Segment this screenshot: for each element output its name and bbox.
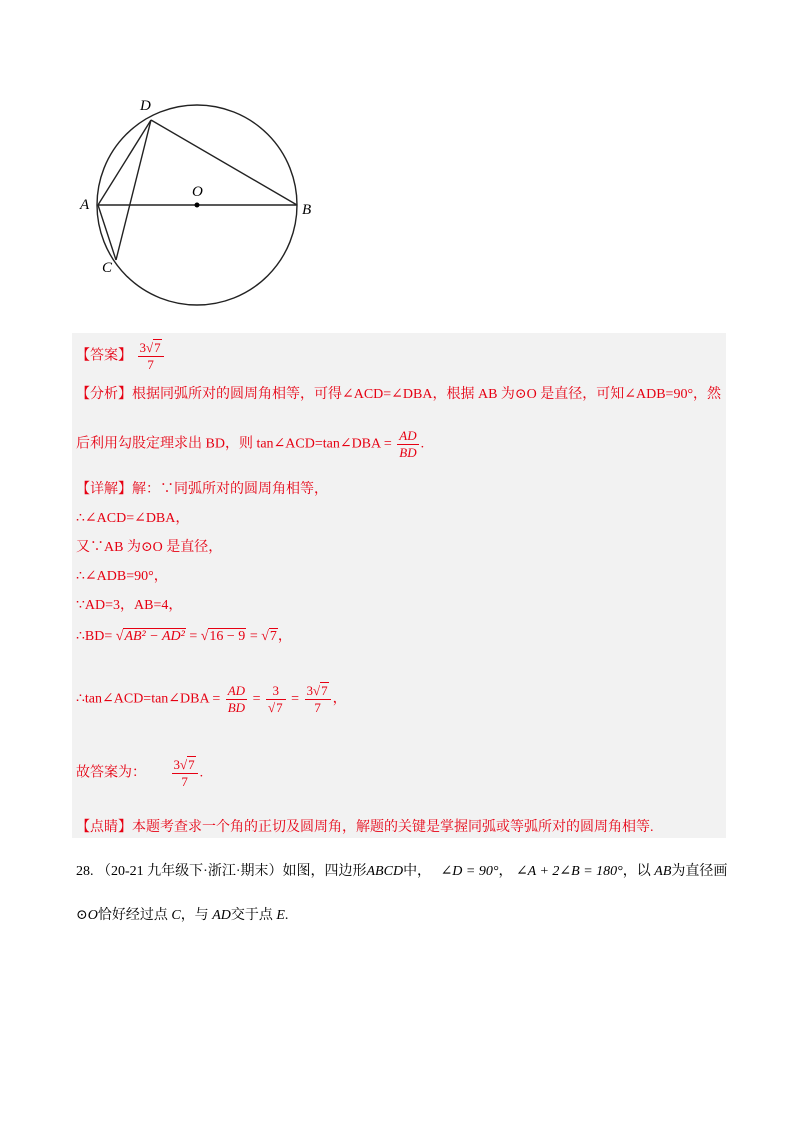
detail-line-2: ∴∠ACD=∠DBA， [76, 511, 190, 526]
circle-diagram [76, 92, 336, 314]
detail-line-8: 故答案为： $\frac{3√7}{7}$ . [76, 757, 204, 789]
label-a: A [80, 197, 90, 213]
question-28-line-2: ⊙O恰好经过点 C，与 AD交于点 E. [76, 908, 289, 923]
detail-line-6: ∴BD= √AB² − AD² = √16 − 9 = √7， [76, 629, 292, 644]
label-o: O [192, 184, 203, 200]
analysis-line-1: 【分析】根据同弧所对的圆周角相等，可得∠ACD=∠DBA，根据 AB 为⊙O 是直径，可知∠ADB=90°，然 [76, 387, 722, 402]
detail-line-5: ∵AD=3，AB=4， [76, 598, 183, 613]
comment-tag: 【点睛】 [76, 820, 132, 835]
center-point [195, 203, 200, 208]
question-number: 28. [76, 864, 94, 879]
detail-line-1: 【详解】解：∵同弧所对的圆周角相等， [76, 482, 328, 497]
detail-line-4: ∴∠ADB=90°， [76, 569, 168, 584]
label-b: B [302, 202, 312, 218]
detail-tag: 【详解】 [76, 482, 132, 497]
geometry-figure [76, 92, 336, 314]
label-d: D [140, 98, 151, 114]
answer-fraction: $\frac{3√7}{7}$ [138, 340, 164, 373]
answer-tag: 【答案】 [76, 348, 132, 364]
label-c: C [102, 260, 113, 276]
detail-line-3: 又∵AB 为⊙O 是直径， [76, 540, 223, 555]
analysis-line-2: 后利用勾股定理求出 BD，则 tan∠ACD=tan∠DBA = $\frac{AD}{BD}$ . [76, 428, 425, 460]
detail-line-7: ∴tan∠ACD=tan∠DBA = $\frac{AD}{BD}$ = $\frac{3}{√7}$ = $\frac{3√7}{7}$ ， [76, 683, 347, 715]
segment-dc [116, 120, 151, 260]
comment-line: 【点睛】本题考查求一个角的正切及圆周角，解题的关键是掌握同弧或等弧所对的圆周角相等. [76, 820, 654, 835]
question-28-line-1: 28. （20-21 九年级下·浙江·期末）如图，四边形ABCD中， ∠D = 90°， ∠A + 2∠B = 180°，以 AB为直径画 [76, 864, 728, 879]
answer-line [76, 340, 166, 373]
analysis-tag: 【分析】 [76, 387, 132, 402]
segment-db [151, 120, 297, 205]
